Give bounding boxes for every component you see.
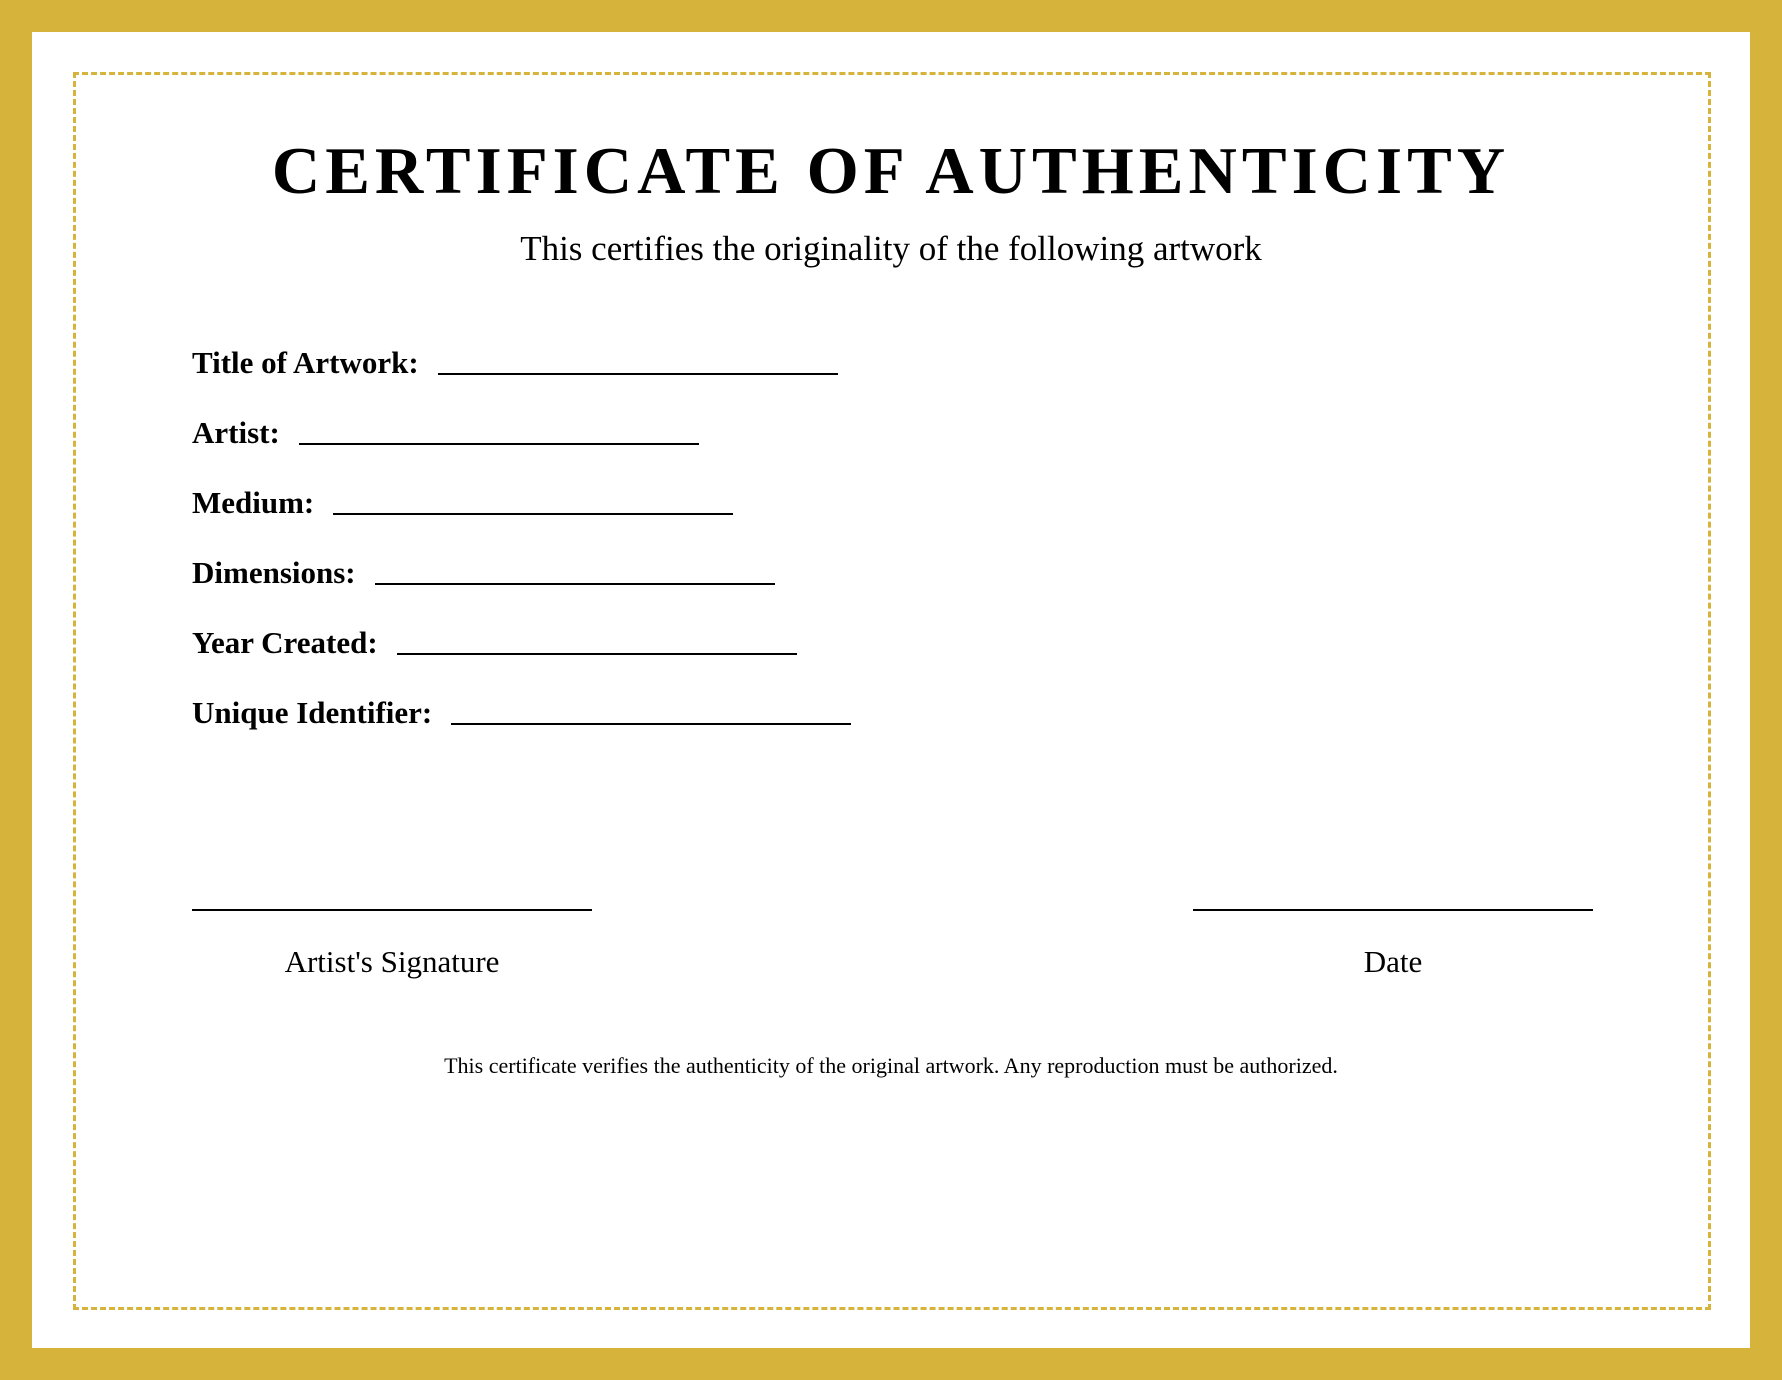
- field-label: Dimensions:: [192, 555, 356, 590]
- field-label: Artist:: [192, 415, 280, 450]
- field-blank-line: [299, 443, 699, 445]
- field-blank-line: [438, 373, 838, 375]
- certificate-subtitle: This certifies the originality of the following artwork: [520, 229, 1262, 268]
- field-unique-identifier: [192, 687, 851, 731]
- field-medium: [192, 477, 733, 521]
- signature-line: [192, 909, 592, 911]
- field-blank-line: [375, 583, 775, 585]
- field-artist: [192, 407, 699, 451]
- signature-label: Artist's Signature: [284, 944, 500, 979]
- field-title-of-artwork: [192, 337, 838, 381]
- field-label: Unique Identifier:: [192, 695, 433, 730]
- field-blank-line: [333, 513, 733, 515]
- field-blank-line: [397, 653, 797, 655]
- field-label: Medium:: [192, 485, 315, 520]
- certificate-title: CERTIFICATE OF AUTHENTICITY: [271, 134, 1511, 208]
- certificate-footer-note: This certificate verifies the authenticity of the original artwork. Any reproduction must be authorized.: [444, 1053, 1338, 1078]
- field-label: Title of Artwork:: [192, 345, 419, 380]
- field-blank-line: [451, 723, 851, 725]
- field-dimensions: [192, 547, 775, 591]
- date-label: Date: [1363, 944, 1423, 979]
- date-line: [1193, 909, 1593, 911]
- field-year-created: [192, 617, 797, 661]
- field-label: Year Created:: [192, 625, 378, 660]
